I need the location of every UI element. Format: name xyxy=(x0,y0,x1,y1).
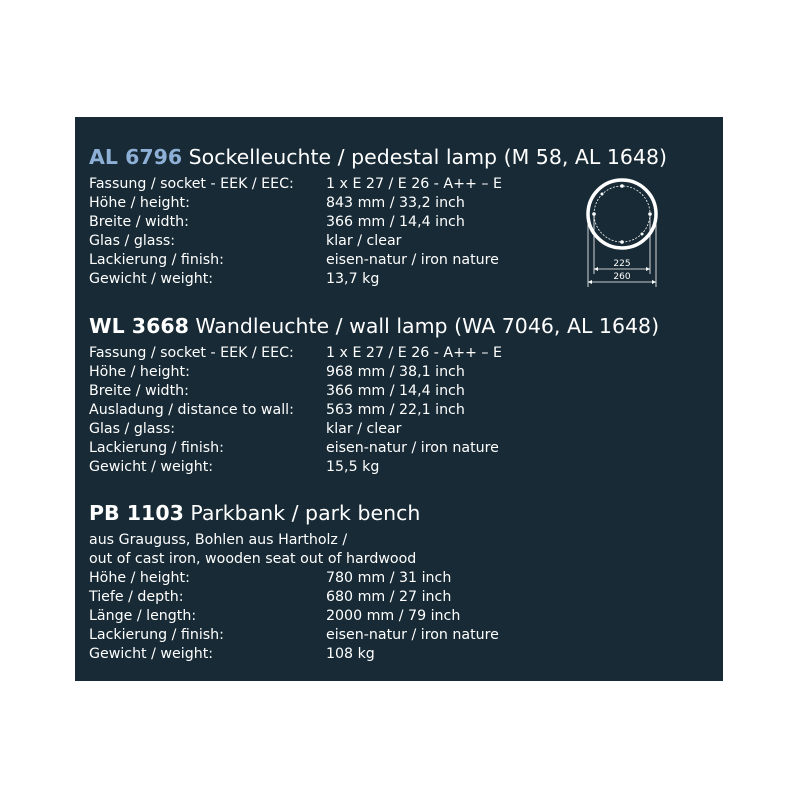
product-heading xyxy=(89,503,499,524)
outer-ring xyxy=(588,180,656,248)
spec-row xyxy=(89,232,667,251)
spec-row xyxy=(89,439,659,458)
mount-hole xyxy=(620,240,624,244)
spec-value: 563 mm / 22,1 inch xyxy=(326,401,465,418)
mount-hole xyxy=(620,184,624,188)
description-line: aus Grauguss, Bohlen aus Hartholz / xyxy=(89,531,348,548)
inner-dimension-label: 225 xyxy=(613,259,631,269)
spec-row xyxy=(89,175,667,194)
spec-row xyxy=(89,607,499,626)
spec-label: Breite / width: xyxy=(89,213,189,230)
description-line: out of cast iron, wooden seat out of hardwood xyxy=(89,550,417,567)
spec-label: Höhe / height: xyxy=(89,569,190,586)
dimension-arrow xyxy=(652,280,656,284)
spec-list xyxy=(89,344,659,478)
product-title: Sockelleuchte / pedestal lamp (M 58, AL 1648) xyxy=(188,145,668,169)
product-heading xyxy=(89,147,667,168)
mount-hole xyxy=(601,193,604,196)
outer-dimension-label: 260 xyxy=(613,272,631,282)
spec-value: 15,5 kg xyxy=(326,459,380,476)
spec-row xyxy=(89,645,499,664)
spec-label: Tiefe / depth: xyxy=(89,588,184,605)
product-al-6796 xyxy=(89,147,667,289)
spec-panel xyxy=(75,117,723,681)
spec-label: Glas / glass: xyxy=(89,232,176,249)
spec-label: Höhe / height: xyxy=(89,194,190,211)
product-code: WL 3668 xyxy=(89,314,189,338)
spec-value: 108 kg xyxy=(326,646,375,663)
spec-value: 680 mm / 27 inch xyxy=(326,588,452,605)
spec-value: 1 x E 27 / E 26 - A++ – E xyxy=(326,344,502,361)
product-wl-3668 xyxy=(89,316,659,477)
spec-row xyxy=(89,382,659,401)
spec-row xyxy=(89,213,667,232)
spec-label: Lackierung / finish: xyxy=(89,626,224,643)
spec-label: Gewicht / weight: xyxy=(89,459,214,476)
spec-row xyxy=(89,251,667,270)
spec-label: Glas / glass: xyxy=(89,420,176,437)
spec-row xyxy=(89,420,659,439)
spec-row xyxy=(89,344,659,363)
spec-label: Lackierung / finish: xyxy=(89,439,224,456)
spec-label: Gewicht / weight: xyxy=(89,270,214,287)
spec-label: Lackierung / finish: xyxy=(89,251,224,268)
dimension-arrow xyxy=(594,267,598,271)
spec-value: 780 mm / 31 inch xyxy=(326,569,452,586)
spec-value: 13,7 kg xyxy=(326,270,380,287)
spec-list xyxy=(89,175,667,290)
base-dimension-diagram xyxy=(582,176,662,288)
product-code: PB 1103 xyxy=(89,501,184,525)
spec-value: 968 mm / 38,1 inch xyxy=(326,363,465,380)
product-pb-1103 xyxy=(89,503,499,664)
spec-label: Gewicht / weight: xyxy=(89,646,214,663)
spec-value: klar / clear xyxy=(326,232,402,249)
spec-row xyxy=(89,194,667,213)
spec-list xyxy=(89,531,499,665)
spec-label: Länge / length: xyxy=(89,607,197,624)
product-title: Parkbank / park bench xyxy=(190,501,421,525)
spec-value: 366 mm / 14,4 inch xyxy=(326,382,465,399)
spec-row xyxy=(89,569,499,588)
spec-row xyxy=(89,401,659,420)
spec-row xyxy=(89,270,667,289)
product-code: AL 6796 xyxy=(89,145,183,169)
spec-value: 2000 mm / 79 inch xyxy=(326,607,461,624)
spec-value: 1 x E 27 / E 26 - A++ – E xyxy=(326,175,502,192)
spec-label: Breite / width: xyxy=(89,382,189,399)
product-title: Wandleuchte / wall lamp (WA 7046, AL 1648) xyxy=(195,314,660,338)
spec-row xyxy=(89,588,499,607)
spec-label: Ausladung / distance to wall: xyxy=(89,401,294,418)
product-heading xyxy=(89,316,659,337)
mount-hole xyxy=(641,233,644,236)
spec-row xyxy=(89,626,499,645)
spec-value: 366 mm / 14,4 inch xyxy=(326,213,465,230)
dimension-arrow xyxy=(588,280,592,284)
spec-label: Fassung / socket - EEK / EEC: xyxy=(89,344,294,361)
spec-value: klar / clear xyxy=(326,420,402,437)
spec-row xyxy=(89,458,659,477)
spec-value: eisen-natur / iron nature xyxy=(326,251,499,268)
spec-label: Höhe / height: xyxy=(89,363,190,380)
spec-value: eisen-natur / iron nature xyxy=(326,439,499,456)
spec-row xyxy=(89,363,659,382)
spec-label: Fassung / socket - EEK / EEC: xyxy=(89,175,294,192)
spec-value: 843 mm / 33,2 inch xyxy=(326,194,465,211)
dimension-arrow xyxy=(646,267,650,271)
spec-value: eisen-natur / iron nature xyxy=(326,626,499,643)
